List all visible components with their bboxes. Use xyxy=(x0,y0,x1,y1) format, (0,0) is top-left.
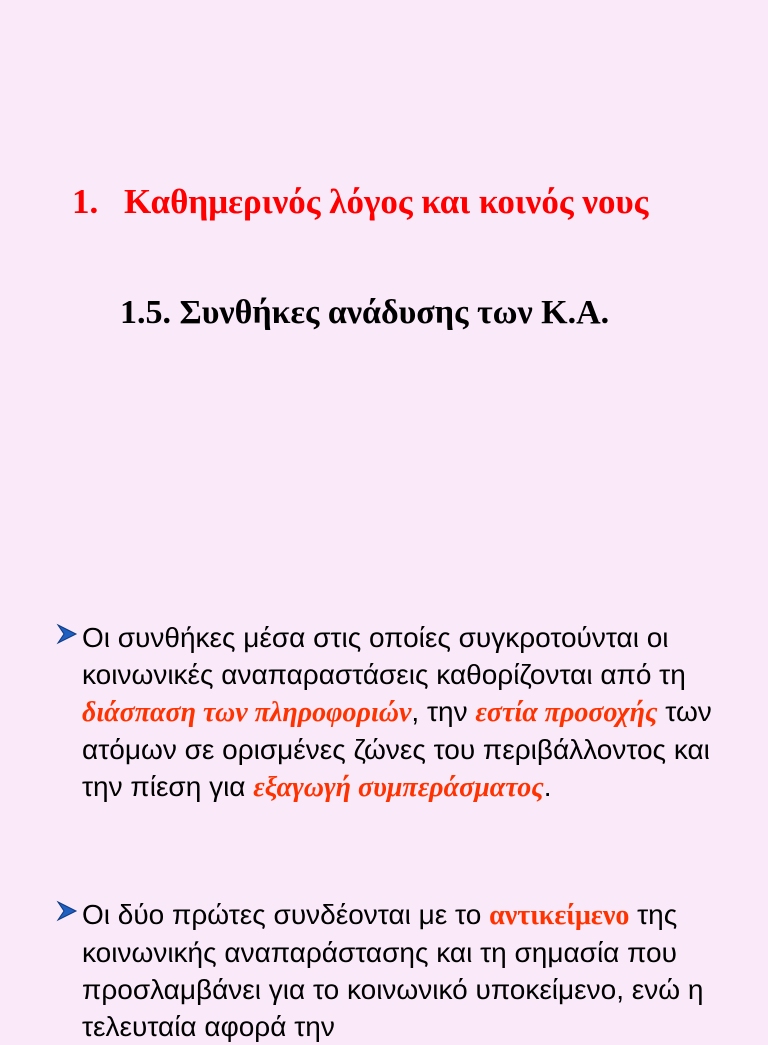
highlight-term: αντικείμενο xyxy=(489,900,630,931)
bullet-text-part: Οι δύο πρώτες συνδέονται με το xyxy=(82,899,490,930)
bullet-text-part: . xyxy=(543,771,552,802)
arrow-bullet-icon xyxy=(56,623,78,645)
bullet-text-part: της κοινωνικής αναπαράστασης και τη σημασία που προσλαμβάνει για το κοινωνικό υποκείμενο, ενώ η τελευταία αφορά την xyxy=(82,899,704,1042)
bullet-item xyxy=(56,896,756,1045)
bullet-text-part: των ατόμων σε ορισμένες ζώνες του περιβάλλοντος και την πίεση για xyxy=(82,696,712,802)
bullet-text-part: Οι συνθήκες μέσα στις οποίες συγκροτούνται οι κοινωνικές αναπαραστάσεις καθορίζονται από τη xyxy=(82,622,686,690)
highlight-term: εξαγωγή συμπεράσματος xyxy=(253,772,544,803)
slide-subheading: 1.5. Συνθήκες ανάδυσης των Κ.Α. xyxy=(120,294,610,331)
heading-title: Καθημερινός λόγος και κοινός νους xyxy=(124,182,649,221)
bullet-text-part: , την xyxy=(411,696,476,727)
bullet-text xyxy=(82,619,756,806)
bullet-text xyxy=(82,896,756,1045)
slide-heading xyxy=(72,182,648,222)
bullet-item xyxy=(56,619,756,806)
arrow-bullet-icon xyxy=(56,900,78,922)
highlight-term: εστία προσοχής xyxy=(475,697,658,728)
heading-number: 1. xyxy=(72,182,99,221)
highlight-term: διάσπαση των πληροφοριών xyxy=(82,697,412,728)
